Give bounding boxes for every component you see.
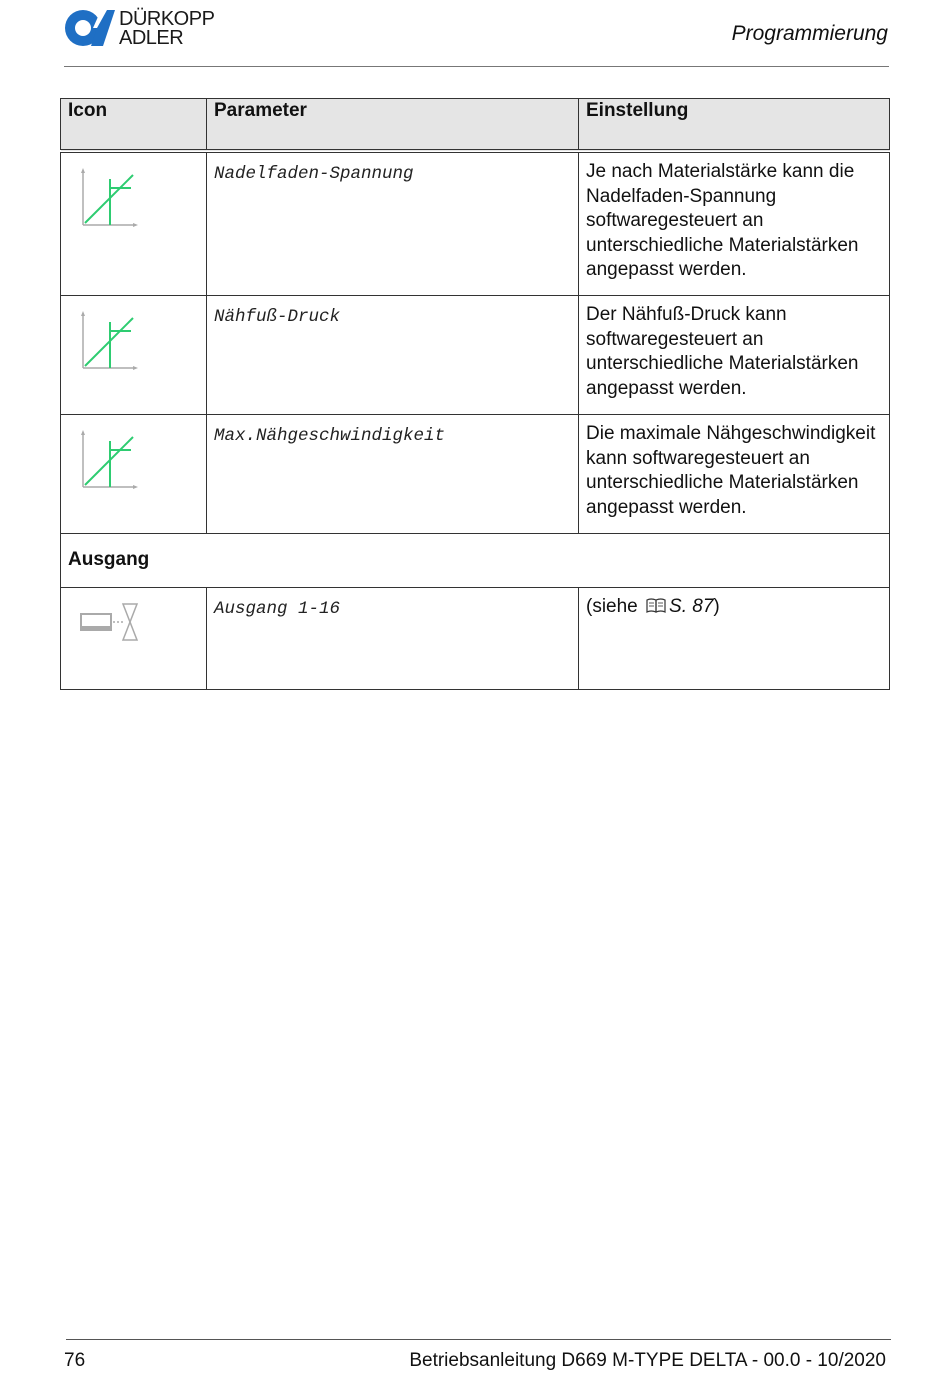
page-number: 76 (64, 1350, 86, 1371)
group-label: Ausgang (61, 534, 890, 588)
footer-divider (66, 1339, 891, 1340)
header-divider (64, 66, 889, 67)
table-header-row (61, 99, 890, 152)
logo-mark-icon (63, 8, 117, 48)
table-row (61, 588, 890, 690)
table-row (61, 151, 890, 296)
reference-suffix: ) (713, 596, 720, 617)
column-header-icon: Icon (61, 99, 207, 152)
logo-wordmark (119, 10, 214, 48)
parameter-description: Die maximale Nähgeschwindigkeit kann softwaregesteuert an unterschiedliche Materialstärken angepasst werden. (579, 415, 890, 534)
output-valve-icon (79, 602, 143, 646)
footer-document-title: Betriebsanleitung D669 M-TYPE DELTA - 00.0 - 10/2020 (409, 1350, 886, 1371)
curve-graph-icon (79, 167, 139, 229)
icon-cell (61, 415, 207, 534)
curve-graph-icon (79, 310, 139, 372)
table-row (61, 415, 890, 534)
table-row (61, 296, 890, 415)
logo-line-1: DÜRKOPP (119, 8, 215, 30)
parameter-name: Nadelfaden-Spannung (207, 151, 579, 296)
parameter-table (60, 98, 890, 690)
column-header-parameter: Parameter (207, 99, 579, 152)
table-group-row (61, 534, 890, 588)
icon-cell (61, 151, 207, 296)
cross-reference (579, 588, 890, 690)
logo-line-2: ADLER (119, 27, 184, 49)
parameter-description: Je nach Materialstärke kann die Nadelfaden-Spannung softwaregesteuert an unterschiedliche Materialstärken angepasst werden. (579, 151, 890, 296)
book-icon (646, 598, 666, 614)
icon-cell (61, 296, 207, 415)
column-header-einstellung: Einstellung (579, 99, 890, 152)
duerkopp-adler-logo (63, 8, 233, 50)
parameter-name: Ausgang 1-16 (207, 588, 579, 690)
reference-prefix: (siehe (586, 596, 638, 617)
curve-graph-icon (79, 429, 139, 491)
parameter-name: Nähfuß-Druck (207, 296, 579, 415)
parameter-description: Der Nähfuß-Druck kann softwaregesteuert an unterschiedliche Materialstärken angepasst werden. (579, 296, 890, 415)
parameter-name: Max.Nähgeschwindigkeit (207, 415, 579, 534)
section-title: Programmierung (731, 22, 888, 45)
page-reference-link[interactable]: S. 87 (669, 596, 714, 617)
icon-cell (61, 588, 207, 690)
